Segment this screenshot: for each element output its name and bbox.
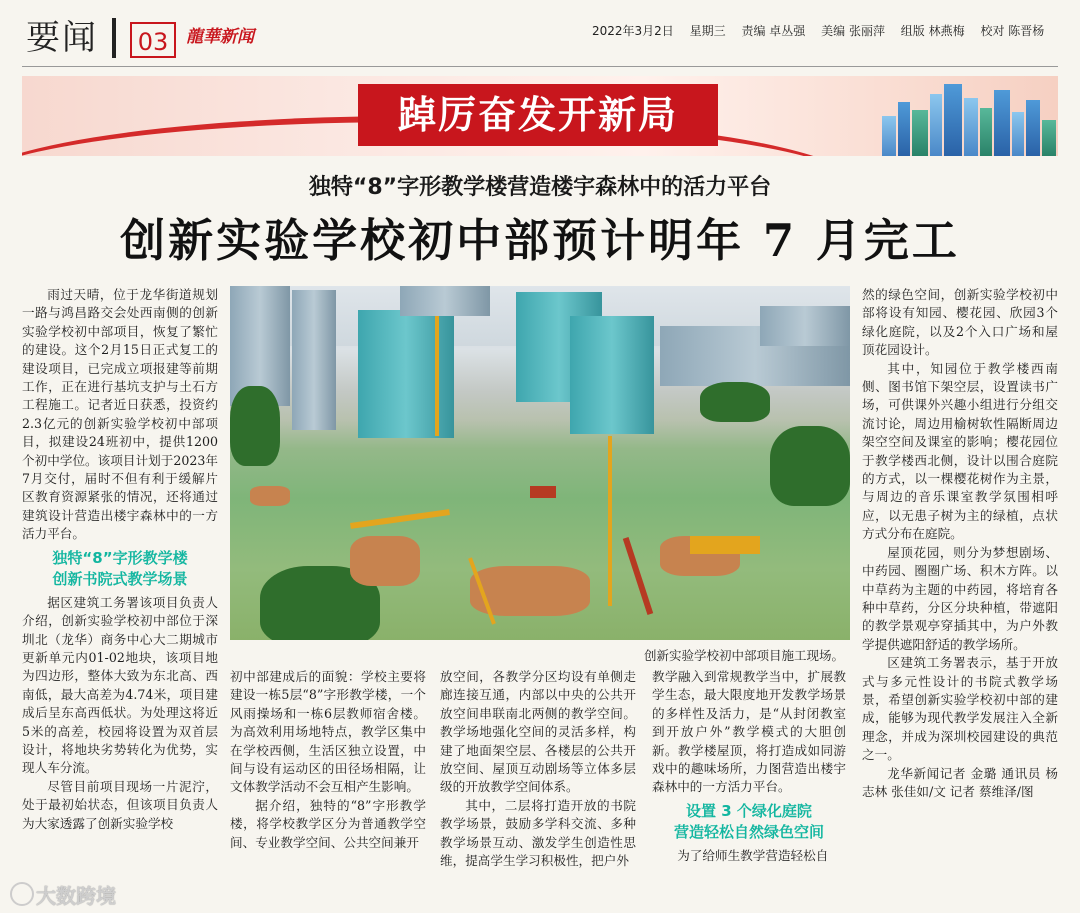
paragraph: 其中，二层将打造开放的书院教学场景，鼓励多学科交流、多种教学场景互动、激发学生创造性思维，提高学生学习积极性，把户外: [440, 797, 636, 869]
paragraph: 教学融入到常规教学当中，扩展教学生态，最大限度地开发教学场景的多样性及活力，是“从封闭教室到开放户外”教学模式的大胆创新。教学楼屋顶，将打造成如同游戏中的趣味场所，力图营造出楼宇森林中的一方活力平台。: [652, 669, 846, 795]
editor-credit: 责编 卓丛强: [741, 24, 806, 38]
topic-banner: [22, 76, 1058, 156]
banner-title: 踔厉奋发开新局: [397, 93, 678, 137]
subheading: 设置 3 个绿化庭院: [686, 801, 812, 820]
paragraph: 为了给师生教学营造轻松自: [677, 847, 829, 863]
photo-caption: 创新实验学校初中部项目施工现场。: [644, 648, 845, 663]
article-column-1: [22, 286, 218, 833]
subheading: 营造轻松自然绿色空间: [673, 822, 824, 841]
header-rule: [22, 66, 1058, 67]
paragraph: 初中部建成后的面貌：学校主要将建设一栋5层“8”字形教学楼，一个风雨操场和一栋6层教师宿舍楼。为高效利用场地特点，教学区集中在学校西侧，生活区独立设置，中间与设有运动区的田径场相隔，让文体教学活动不会互相产生影响。: [230, 669, 426, 795]
paragraph: 据区建筑工务署该项目负责人介绍，创新实验学校初中部位于深圳北（龙华）商务中心大二期城市更新单元内01-02地块，该项目地为四边形，整体大致为东北高、西南低，最大高差为4.74米，项目建成后呈东高西低状。为处理这将近5米的高差，校园将设置为双首层设计，将地块劣势转化为优势，实现人车分流。: [22, 594, 218, 776]
issue-weekday: 星期三: [689, 24, 726, 38]
article-column-3: [440, 668, 636, 870]
article-column-2: [230, 668, 426, 852]
issue-date: 2022年3月2日: [592, 24, 674, 38]
proofreader-credit: 校对 陈晋杨: [980, 24, 1045, 38]
headline-subtitle: 独特“8”字形教学楼营造楼宇森林中的活力平台: [308, 175, 772, 200]
paragraph: 放空间，各教学分区均设有单侧走廊连接互通，内部以中央的公共开放空间串联南北两侧的教学空间。教学场地强化空间的灵活多样，构建了地面架空层、各楼层的公共开放空间、屋顶互动剧场等立体多层级的开放教学空间体系。: [440, 669, 636, 795]
layout-editor-credit: 组版 林燕梅: [900, 24, 965, 38]
paragraph: 据介绍，独特的“8”字形教学楼，将学校教学区分为普通教学空间、专业教学空间、公共空间兼开: [230, 797, 426, 850]
watermark-icon: [10, 882, 34, 906]
header-meta: [592, 22, 1044, 39]
paragraph: 区建筑工务署表示，基于开放式与多元性设计的书院式教学场景，希望创新实验学校初中部的建成，能够为现代教学发展注入全新理念，并成为深圳校园建设的典范之一。: [862, 655, 1058, 763]
header-divider: [112, 18, 116, 58]
article-column-4: [652, 668, 846, 865]
paragraph: 尽管目前项目现场一片泥泞，处于最初始状态，但该项目负责人为大家透露了创新实验学校: [22, 778, 218, 831]
article-column-5: [862, 286, 1058, 801]
page-number: 03: [130, 22, 176, 58]
section-title: 要闻: [26, 18, 98, 58]
paragraph: 雨过天晴，位于龙华街道规划一路与鸿昌路交会处西南侧的创新实验学校初中部项目，恢复了繁忙的建设。这个2月15日正式复工的建设项目，已完成立项报建等前期工作，正在进行基坑支护与土石方工程施工。记者近日获悉，投资约2.3亿元的创新实验学校初中部项目，拟建设24班初中，提供1200个初中学位。该项目计划于2023年7月交付，届时不但有利于缓解片区教育资源紧张的情况，还将通过建筑设计营造出楼宇森林中的一方活力平台。: [22, 287, 218, 542]
skyline-graphic: [862, 76, 1058, 156]
watermark: 大数跨境: [36, 884, 116, 908]
headline-title: 创新实验学校初中部预计明年 7 月完工: [120, 214, 960, 267]
newspaper-logo: 龍華新闻: [186, 27, 254, 47]
construction-site-photo: [230, 286, 850, 640]
paragraph: 然的绿色空间，创新实验学校初中部将设有知园、樱花园、欣园3个绿化庭院，以及2个入口广场和屋顶花园设计。: [862, 287, 1058, 358]
art-editor-credit: 美编 张丽萍: [821, 24, 885, 38]
byline: 龙华新闻记者 金璐 通讯员 杨志林 张佳如/文 记者 蔡维泽/图: [862, 765, 1058, 799]
subheading: 独特“8”字形教学楼: [52, 548, 188, 567]
paragraph: 屋顶花园，则分为梦想剧场、中药园、圈圈广场、积木方阵。以中草药为主题的中药园，将培育各种中草药，分区分块种植，带遮阳的教学景观亭穿插其中，为户外教学提供遮阳舒适的教学场所。: [862, 544, 1058, 652]
paragraph: 其中，知园位于教学楼西南侧、图书馆下架空层，设置读书广场，可供课外兴趣小组进行分组交流讨论，周边用榆树软性隔断周边架空空间及课室的影响；樱花园位于教学楼西北侧，设计以围合庭院的方式，以一棵樱花树作为主景，与周边的音乐课室教学氛围相呼应，以无患子树为主的绿植，点状方式分布在庭院。: [862, 360, 1058, 542]
subheading: 创新书院式教学场景: [52, 569, 188, 588]
